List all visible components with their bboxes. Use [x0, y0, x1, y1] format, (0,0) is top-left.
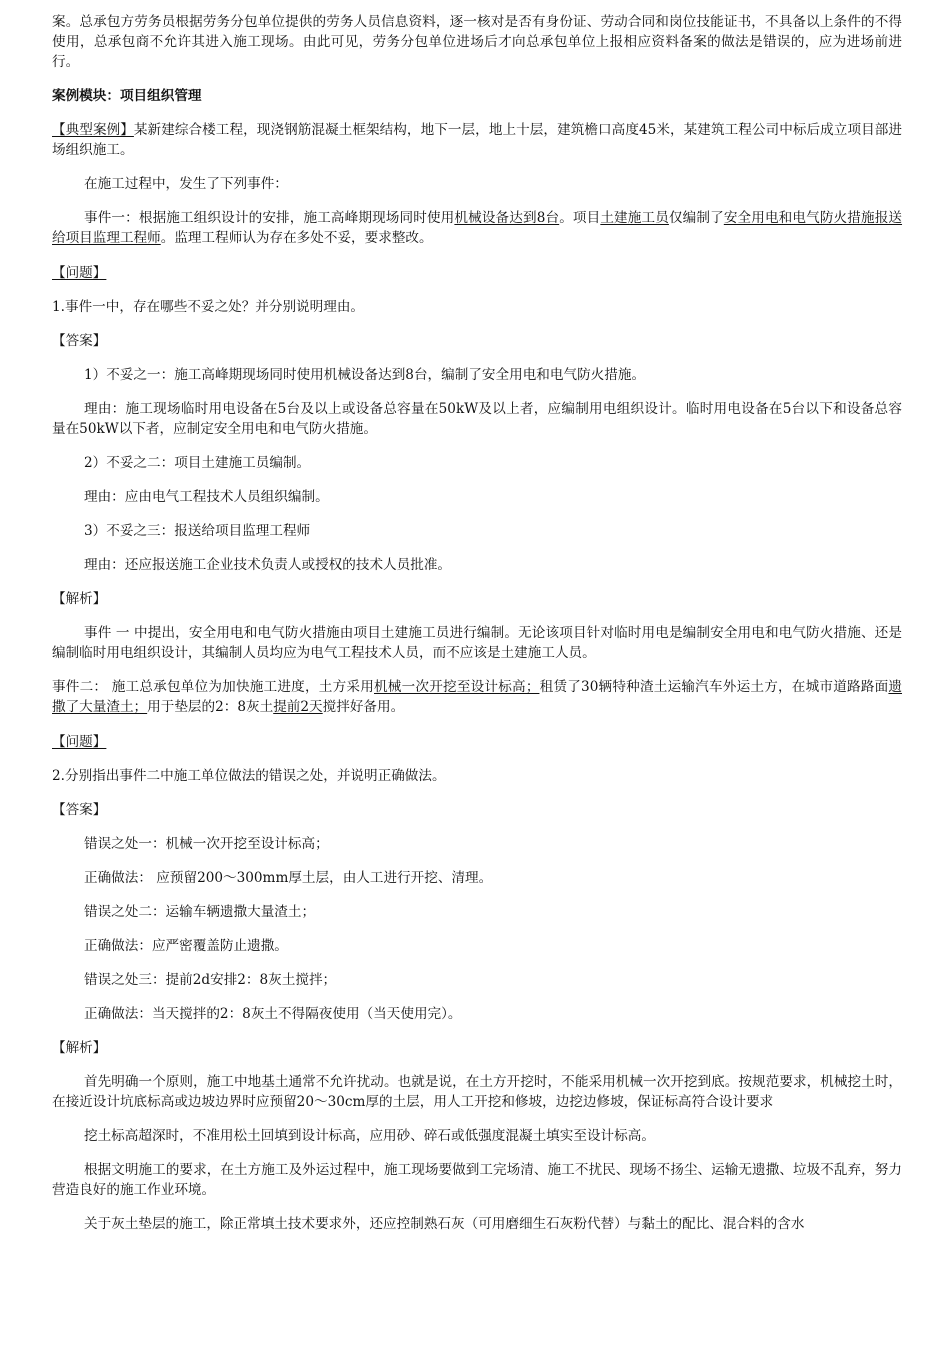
answer-two-correct-3: 正确做法：当天搅拌的2：8灰土不得隔夜使用（当天使用完）。	[84, 1006, 462, 1022]
analysis-two-paragraph-3: 根据文明施工的要求，在土方施工及外运过程中，施工现场要做到工完场清、施工不扰民、现场不扬尘、运输无遗撒、垃圾不乱弃，努力营造良好的施工作业环境。	[52, 1162, 902, 1198]
event-one-text-3: 仅编制了	[668, 210, 724, 226]
question-two-heading: 【问题】	[52, 734, 107, 750]
analysis-one-heading: 【解析】	[52, 591, 107, 607]
answer-two-heading: 【答案】	[52, 802, 107, 818]
case-text: 某新建综合楼工程，现浇钢筋混凝土框架结构，地下一层，地上十层，建筑檐口高度45米，某建筑工程公司中标后成立项目部进场组织施工。	[52, 122, 902, 158]
events-intro: 在施工过程中，发生了下列事件：	[84, 176, 288, 192]
analysis-two-heading: 【解析】	[52, 1040, 107, 1056]
analysis-two-paragraph-2: 挖土标高超深时，不准用松土回填到设计标高，应用砂、碎石或低强度混凝土填实至设计标高。	[84, 1128, 655, 1144]
answer-two-error-3: 错误之处三：提前2d安排2：8灰土搅拌；	[84, 972, 337, 988]
event-one-underline-2: 土建施工员	[600, 210, 669, 226]
event-two-underline-1: 机械一次开挖至设计标高；	[374, 679, 540, 695]
event-two-paragraph	[52, 677, 902, 717]
event-one-underline-1: 机械设备达到8台	[454, 210, 560, 226]
event-one-text-1: 事件一：根据施工组织设计的安排，施工高峰期现场同时使用	[84, 210, 455, 226]
answer-two-correct-1: 正确做法： 应预留200～300mm厚土层，由人工进行开挖、清理。	[84, 870, 493, 886]
question-two-text: 2.分别指出事件二中施工单位做法的错误之处，并说明正确做法。	[52, 768, 446, 784]
case-paragraph	[52, 120, 902, 160]
event-one-underline-3: 安全用电和电气防火措施报送给项目监理工程师	[52, 210, 903, 246]
event-two-underline-3: 提前2天	[273, 699, 323, 715]
event-two-text-3: 用于垫层的2：8灰土	[147, 699, 274, 715]
event-two-text-2: 租赁了30辆特种渣土运输汽车外运土方，在城市道路路面	[539, 679, 889, 695]
answer-two-correct-2: 正确做法：应严密覆盖防止遗撒。	[84, 938, 288, 954]
answer-one-reason-3: 理由：还应报送施工企业技术负责人或授权的技术人员批准。	[84, 557, 452, 573]
answer-two-error-1: 错误之处一：机械一次开挖至设计标高；	[84, 836, 329, 852]
question-one-text: 1.事件一中，存在哪些不妥之处？并分别说明理由。	[52, 299, 365, 315]
answer-one-heading: 【答案】	[52, 333, 107, 349]
answer-one-reason-2: 理由：应由电气工程技术人员组织编制。	[84, 489, 329, 505]
analysis-two-paragraph-1: 首先明确一个原则，施工中地基土通常不允许扰动。也就是说，在土方开挖时，不能采用机械一次开挖到底。按规范要求，机械挖土时，在接近设计坑底标高或边坡边界时应预留20～30cm厚的土层，用人工开挖和修坡，边挖边修坡，保证标高符合设计要求	[52, 1074, 902, 1110]
event-two-text-4: 搅拌好备用。	[322, 699, 405, 715]
event-one-text-2: 。项目	[559, 210, 601, 226]
analysis-two-paragraph-4: 关于灰土垫层的施工，除正常填土技术要求外，还应控制熟石灰（可用磨细生石灰粉代替）与黏土的配比、混合料的含水	[84, 1216, 805, 1232]
event-one-paragraph	[52, 208, 902, 248]
answer-one-item-2: 2）不妥之二：项目土建施工员编制。	[84, 455, 311, 471]
case-tag: 【典型案例】	[52, 122, 134, 138]
intro-paragraph: 案。总承包方劳务员根据劳务分包单位提供的劳务人员信息资料，逐一核对是否有身份证、劳动合同和岗位技能证书，不具备以上条件的不得使用，总承包商不允许其进入施工现场。由此可见，劳务分包单位进场后才向总承包单位上报相应资料备案的做法是错误的，应为进场前进行。	[52, 14, 902, 70]
event-two-underline-2: 遗撒了大量渣土；	[52, 679, 903, 715]
event-one-text-4: 。监理工程师认为存在多处不妥，要求整改。	[160, 230, 433, 246]
analysis-one-text: 事件 一 中提出，安全用电和电气防火措施由项目土建施工员进行编制。无论该项目针对临时用电是编制安全用电和电气防火措施、还是编制临时用电组织设计，其编制人员均应为电气工程技术人员，而不应该是土建施工人员。	[52, 625, 902, 661]
event-two-text-1: 事件二： 施工总承包单位为加快施工进度，土方采用	[52, 679, 374, 695]
document-page	[52, 12, 902, 1234]
question-one-heading: 【问题】	[52, 265, 107, 281]
answer-two-error-2: 错误之处二：运输车辆遗撒大量渣土；	[84, 904, 316, 920]
answer-one-item-1: 1）不妥之一：施工高峰期现场同时使用机械设备达到8台，编制了安全用电和电气防火措施。	[84, 367, 646, 383]
module-title: 案例模块：项目组织管理	[52, 88, 202, 104]
answer-one-item-3: 3）不妥之三：报送给项目监理工程师	[84, 523, 311, 539]
answer-one-reason-1: 理由：施工现场临时用电设备在5台及以上或设备总容量在50kW及以上者，应编制用电组织设计。临时用电设备在5台以下和设备总容量在50kW以下者，应制定安全用电和电气防火措施。	[52, 401, 902, 437]
